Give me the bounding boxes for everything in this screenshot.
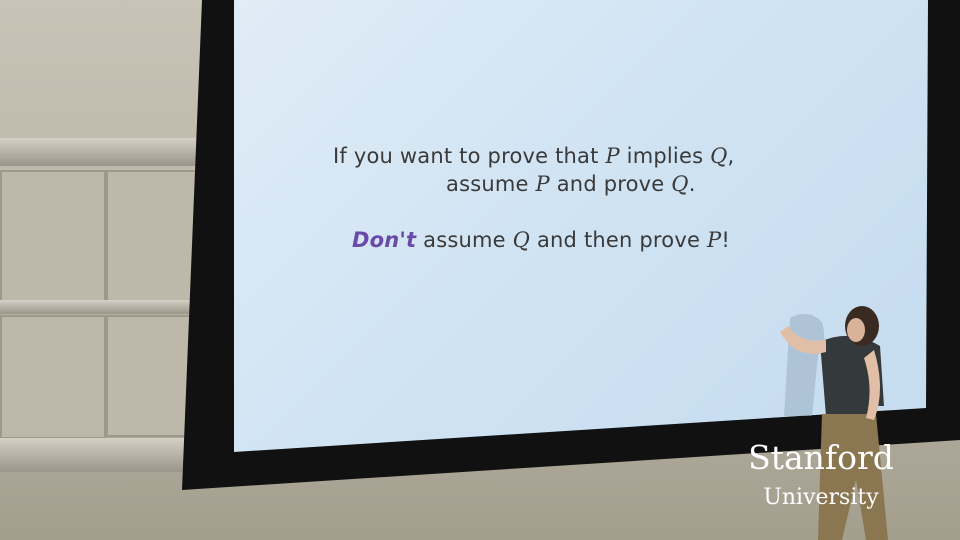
slide-line-1: If you want to prove that P implies Q,	[333, 144, 735, 168]
slide-line-2: assume P and prove Q.	[446, 172, 696, 196]
dont-emphasis: Don't	[352, 228, 417, 252]
stanford-watermark-title: Stanford	[748, 438, 894, 477]
stanford-watermark-subtitle: University	[763, 485, 879, 510]
slide-line-3: Don't assume Q and then prove P!	[352, 228, 730, 252]
